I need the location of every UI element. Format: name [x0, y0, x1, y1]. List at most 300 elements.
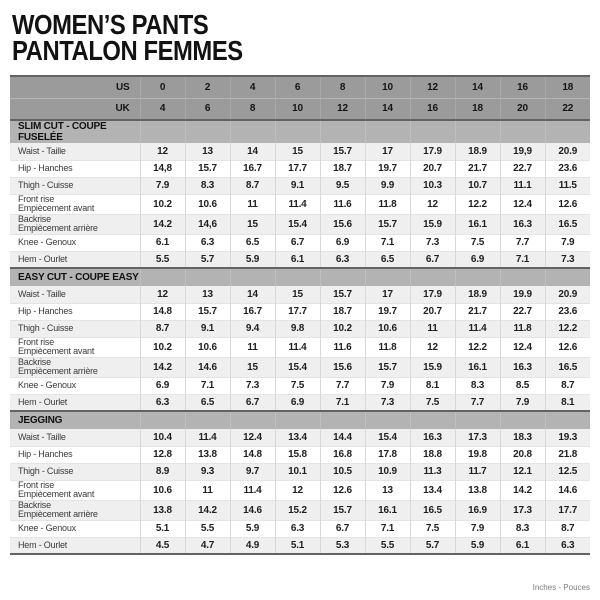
- measurement-value-cell: 17.8: [365, 446, 410, 463]
- section-header-cell: [320, 411, 365, 429]
- measurement-value-cell: 18.8: [410, 446, 455, 463]
- measurement-value-cell: 6.5: [185, 394, 230, 411]
- measurement-value-cell: 8.7: [545, 377, 590, 394]
- measurement-value-cell: 7.5: [455, 234, 500, 251]
- measurement-value-cell: 19,9: [500, 143, 545, 160]
- row-label-line1: Hem - Ourlet: [18, 539, 68, 550]
- measurement-value-cell: 13: [185, 143, 230, 160]
- measurement-value-cell: 14.4: [320, 429, 365, 446]
- measurement-value-cell: 11: [185, 480, 230, 500]
- measurement-value-cell: 18.7: [320, 160, 365, 177]
- measurement-value-cell: 5.9: [230, 251, 275, 268]
- measurement-value-cell: 10.5: [320, 463, 365, 480]
- page-title-fr: PANTALON FEMMES: [12, 35, 243, 66]
- section-header-cell: [185, 411, 230, 429]
- measurement-value-cell: 9.4: [230, 320, 275, 337]
- measurement-value-cell: 7.7: [455, 394, 500, 411]
- measurement-value-cell: 11.8: [365, 337, 410, 357]
- measurement-value-cell: 7.5: [410, 520, 455, 537]
- measurement-value-cell: 10.6: [185, 194, 230, 214]
- measurement-value-cell: 8.5: [500, 377, 545, 394]
- measurement-row: [10, 446, 590, 463]
- section-header-cell: [365, 411, 410, 429]
- size-number-cell: 14: [455, 76, 500, 98]
- measurement-value-cell: 15.7: [365, 357, 410, 377]
- measurement-value-cell: 9.8: [275, 320, 320, 337]
- measurement-value-cell: 5.3: [320, 537, 365, 554]
- measurement-value-cell: 19.8: [455, 446, 500, 463]
- measurement-value-cell: 12.1: [500, 463, 545, 480]
- measurement-row: [10, 194, 590, 214]
- section-header-cell: [500, 268, 545, 286]
- size-number-cell: 20: [500, 98, 545, 120]
- measurement-value-cell: 7.9: [545, 234, 590, 251]
- measurement-row: [10, 377, 590, 394]
- measurement-value-cell: 11.4: [275, 337, 320, 357]
- section-header-cell: [320, 268, 365, 286]
- row-label-line1: Knee - Genoux: [18, 237, 76, 247]
- measurement-value-cell: 6.1: [275, 251, 320, 268]
- measurement-value-cell: 18.9: [455, 286, 500, 303]
- row-label-line1: Hem - Ourlet: [18, 253, 68, 264]
- measurement-value-cell: 6.3: [545, 537, 590, 554]
- measurement-value-cell: 8.3: [455, 377, 500, 394]
- measurement-value-cell: 17.7: [275, 160, 320, 177]
- measurement-row: [10, 177, 590, 194]
- section-header-cell: [500, 411, 545, 429]
- measurement-value-cell: 15.6: [320, 214, 365, 234]
- section-header-cell: [365, 120, 410, 143]
- measurement-row: [10, 357, 590, 377]
- measurement-value-cell: 8.7: [545, 520, 590, 537]
- row-label-line1: Front rise: [18, 337, 55, 347]
- measurement-value-cell: 5.1: [140, 520, 185, 537]
- measurement-value-cell: 17.9: [410, 143, 455, 160]
- section-header-cell: [545, 411, 590, 429]
- measurement-value-cell: 11: [230, 194, 275, 214]
- measurement-value-cell: 12.6: [545, 337, 590, 357]
- measurement-value-cell: 17.7: [545, 500, 590, 520]
- measurement-value-cell: 8.9: [140, 463, 185, 480]
- measurement-value-cell: 19.7: [365, 303, 410, 320]
- measurement-value-cell: 6.7: [275, 234, 320, 251]
- size-number-cell: 8: [230, 98, 275, 120]
- size-number-cell: 8: [320, 76, 365, 98]
- measurement-value-cell: 15.4: [365, 429, 410, 446]
- measurement-value-cell: 9.1: [275, 177, 320, 194]
- measurement-value-cell: 6.5: [230, 234, 275, 251]
- row-label: [10, 357, 140, 377]
- measurement-value-cell: 13.8: [140, 500, 185, 520]
- measurement-value-cell: 13.4: [275, 429, 320, 446]
- measurement-value-cell: 15.7: [320, 500, 365, 520]
- section-header-cell: [455, 120, 500, 143]
- measurement-value-cell: 11.4: [275, 194, 320, 214]
- measurement-value-cell: 15.4: [275, 357, 320, 377]
- measurement-value-cell: 6.9: [320, 234, 365, 251]
- size-number-cell: 4: [230, 76, 275, 98]
- row-label: [10, 377, 140, 394]
- row-label: [10, 214, 140, 234]
- measurement-value-cell: 20.9: [545, 143, 590, 160]
- measurement-value-cell: 21.7: [455, 160, 500, 177]
- measurement-value-cell: 11.3: [410, 463, 455, 480]
- section-header-cell: [455, 268, 500, 286]
- measurement-value-cell: 10.2: [140, 194, 185, 214]
- section-header-cell: [320, 120, 365, 143]
- measurement-value-cell: 6.1: [500, 537, 545, 554]
- measurement-value-cell: 6.3: [320, 251, 365, 268]
- row-label-line1: Hem - Ourlet: [18, 396, 68, 407]
- row-label-line1: Thigh - Cuisse: [18, 180, 74, 190]
- measurement-value-cell: 9.3: [185, 463, 230, 480]
- measurement-value-cell: 4.5: [140, 537, 185, 554]
- measurement-value-cell: 15: [230, 357, 275, 377]
- row-label: [10, 446, 140, 463]
- row-label: [10, 394, 140, 411]
- measurement-value-cell: 7.1: [365, 234, 410, 251]
- measurement-value-cell: 14.6: [185, 357, 230, 377]
- measurement-value-cell: 12.2: [455, 194, 500, 214]
- row-label-line1: Knee - Genoux: [18, 380, 76, 390]
- section-header-cell: [545, 120, 590, 143]
- measurement-value-cell: 7.3: [410, 234, 455, 251]
- section-header-cell: [275, 411, 320, 429]
- section-title: JEGGING: [10, 411, 140, 429]
- measurement-value-cell: 6.1: [140, 234, 185, 251]
- section-header-cell: [455, 411, 500, 429]
- measurement-value-cell: 16.1: [455, 357, 500, 377]
- measurement-value-cell: 15.4: [275, 214, 320, 234]
- measurement-value-cell: 16.9: [455, 500, 500, 520]
- measurement-value-cell: 12.2: [455, 337, 500, 357]
- measurement-value-cell: 6.3: [275, 520, 320, 537]
- measurement-value-cell: 17.3: [500, 500, 545, 520]
- section-header-cell: [365, 268, 410, 286]
- measurement-value-cell: 8.7: [230, 177, 275, 194]
- section-header-cell: [140, 411, 185, 429]
- measurement-row: [10, 537, 590, 554]
- measurement-value-cell: 17: [365, 286, 410, 303]
- measurement-row: [10, 143, 590, 160]
- measurement-value-cell: 15.7: [185, 303, 230, 320]
- measurement-value-cell: 20.9: [545, 286, 590, 303]
- row-label: [10, 194, 140, 214]
- size-number-cell: 18: [545, 76, 590, 98]
- size-number-cell: 12: [320, 98, 365, 120]
- measurement-row: [10, 337, 590, 357]
- measurement-value-cell: 10.6: [140, 480, 185, 500]
- measurement-value-cell: 13.8: [455, 480, 500, 500]
- measurement-value-cell: 16.7: [230, 303, 275, 320]
- measurement-value-cell: 10.2: [140, 337, 185, 357]
- measurement-value-cell: 5.7: [185, 251, 230, 268]
- measurement-value-cell: 7.9: [455, 520, 500, 537]
- section-header-cell: [140, 120, 185, 143]
- measurement-value-cell: 14.6: [545, 480, 590, 500]
- measurement-value-cell: 12: [275, 480, 320, 500]
- measurement-value-cell: 7.1: [185, 377, 230, 394]
- row-label-line1: Backrise: [18, 500, 51, 510]
- row-label-line1: Hip - Hanches: [18, 306, 73, 316]
- measurement-value-cell: 12.2: [545, 320, 590, 337]
- section-header-cell: [410, 268, 455, 286]
- row-label: [10, 251, 140, 268]
- section-header-cell: [275, 268, 320, 286]
- measurement-value-cell: 12.4: [500, 194, 545, 214]
- measurement-value-cell: 13.8: [185, 446, 230, 463]
- measurement-value-cell: 10.6: [365, 320, 410, 337]
- measurement-value-cell: 13.4: [410, 480, 455, 500]
- measurement-value-cell: 12.8: [140, 446, 185, 463]
- measurement-value-cell: 12.6: [320, 480, 365, 500]
- row-label: [10, 143, 140, 160]
- measurement-value-cell: 6.7: [230, 394, 275, 411]
- row-label-line1: Waist - Taille: [18, 145, 66, 156]
- measurement-value-cell: 14.2: [500, 480, 545, 500]
- measurement-value-cell: 15.6: [320, 357, 365, 377]
- measurement-value-cell: 10.2: [320, 320, 365, 337]
- measurement-value-cell: 15.7: [185, 160, 230, 177]
- measurement-value-cell: 9.1: [185, 320, 230, 337]
- size-number-cell: 10: [275, 98, 320, 120]
- section-header-cell: [185, 120, 230, 143]
- measurement-value-cell: 12.4: [230, 429, 275, 446]
- measurement-value-cell: 18.3: [500, 429, 545, 446]
- measurement-value-cell: 15.7: [365, 214, 410, 234]
- measurement-value-cell: 12: [140, 143, 185, 160]
- section-header-cell: [140, 268, 185, 286]
- measurement-value-cell: 15: [230, 214, 275, 234]
- row-label-line1: Waist - Taille: [18, 288, 66, 299]
- row-label: [10, 537, 140, 554]
- measurement-value-cell: 14: [230, 286, 275, 303]
- measurement-row: [10, 429, 590, 446]
- section-header-cell: [230, 120, 275, 143]
- row-label-line1: Front rise: [18, 194, 55, 204]
- measurement-value-cell: 21.7: [455, 303, 500, 320]
- section-title: SLIM CUT - COUPE FUSELÉE: [10, 120, 140, 143]
- row-label: [10, 463, 140, 480]
- row-label-line1: Hip - Hanches: [18, 449, 73, 459]
- measurement-value-cell: 10.1: [275, 463, 320, 480]
- measurement-value-cell: 12: [140, 286, 185, 303]
- row-label-line1: Backrise: [18, 214, 51, 224]
- measurement-value-cell: 16.3: [410, 429, 455, 446]
- row-label: [10, 303, 140, 320]
- measurement-value-cell: 10.3: [410, 177, 455, 194]
- measurement-value-cell: 22.7: [500, 303, 545, 320]
- measurement-value-cell: 16.3: [500, 214, 545, 234]
- row-label: [10, 160, 140, 177]
- measurement-value-cell: 7.3: [545, 251, 590, 268]
- section-header-cell: [545, 268, 590, 286]
- measurement-value-cell: 23.6: [545, 303, 590, 320]
- measurement-value-cell: 11: [410, 320, 455, 337]
- measurement-value-cell: 14,6: [185, 214, 230, 234]
- units-note: Inches - Pouces: [532, 583, 590, 592]
- measurement-row: [10, 463, 590, 480]
- measurement-row: [10, 303, 590, 320]
- section-header-cell: [230, 268, 275, 286]
- measurement-value-cell: 6.7: [410, 251, 455, 268]
- measurement-value-cell: 16.1: [365, 500, 410, 520]
- measurement-value-cell: 12: [410, 337, 455, 357]
- measurement-value-cell: 15.7: [320, 286, 365, 303]
- measurement-value-cell: 14,8: [140, 160, 185, 177]
- row-label: [10, 337, 140, 357]
- measurement-value-cell: 15: [275, 286, 320, 303]
- size-table-body: [10, 76, 590, 554]
- measurement-value-cell: 6.3: [185, 234, 230, 251]
- measurement-value-cell: 11.6: [320, 337, 365, 357]
- row-label: [10, 320, 140, 337]
- measurement-value-cell: 12.4: [500, 337, 545, 357]
- page-title-en: WOMEN’S PANTS: [12, 9, 209, 40]
- measurement-value-cell: 7.5: [275, 377, 320, 394]
- row-label: [10, 177, 140, 194]
- measurement-value-cell: 11.1: [500, 177, 545, 194]
- measurement-row: [10, 160, 590, 177]
- size-number-cell: 12: [410, 76, 455, 98]
- measurement-value-cell: 19.3: [545, 429, 590, 446]
- measurement-value-cell: 14.2: [140, 357, 185, 377]
- measurement-value-cell: 16.5: [410, 500, 455, 520]
- section-header-cell: [230, 411, 275, 429]
- row-label: [10, 520, 140, 537]
- row-label-line2: Empiècement avant: [18, 489, 95, 499]
- measurement-value-cell: 7.5: [410, 394, 455, 411]
- row-label-line1: Thigh - Cuisse: [18, 466, 74, 476]
- size-table: [10, 75, 590, 555]
- measurement-value-cell: 18.9: [455, 143, 500, 160]
- measurement-value-cell: 15.2: [275, 500, 320, 520]
- measurement-value-cell: 7.7: [320, 377, 365, 394]
- size-row-us: [10, 76, 590, 98]
- row-label: [10, 234, 140, 251]
- measurement-value-cell: 13: [365, 480, 410, 500]
- measurement-value-cell: 17.9: [410, 286, 455, 303]
- row-label-line2: Empiècement avant: [18, 346, 95, 356]
- size-number-cell: 16: [500, 76, 545, 98]
- size-number-cell: 10: [365, 76, 410, 98]
- measurement-value-cell: 14.6: [230, 500, 275, 520]
- measurement-value-cell: 6.9: [275, 394, 320, 411]
- measurement-value-cell: 7.1: [365, 520, 410, 537]
- measurement-value-cell: 20.7: [410, 160, 455, 177]
- measurement-value-cell: 7.3: [365, 394, 410, 411]
- measurement-row: [10, 286, 590, 303]
- section-title: EASY CUT - COUPE EASY: [10, 268, 140, 286]
- measurement-value-cell: 11.7: [455, 463, 500, 480]
- measurement-value-cell: 22.7: [500, 160, 545, 177]
- measurement-value-cell: 7.7: [500, 234, 545, 251]
- measurement-value-cell: 5.5: [140, 251, 185, 268]
- measurement-value-cell: 12: [410, 194, 455, 214]
- measurement-value-cell: 7.3: [230, 377, 275, 394]
- measurement-value-cell: 11.4: [185, 429, 230, 446]
- measurement-value-cell: 15.7: [320, 143, 365, 160]
- section-header-cell: [500, 120, 545, 143]
- measurement-value-cell: 13: [185, 286, 230, 303]
- measurement-value-cell: 9.9: [365, 177, 410, 194]
- measurement-value-cell: 5.9: [230, 520, 275, 537]
- section-header-row: [10, 120, 590, 143]
- measurement-row: [10, 251, 590, 268]
- measurement-value-cell: 14.2: [140, 214, 185, 234]
- section-header-cell: [410, 411, 455, 429]
- row-label-line2: Empiècement arrière: [18, 366, 98, 376]
- row-label: [10, 500, 140, 520]
- row-label-line2: Empiècement arrière: [18, 509, 98, 519]
- measurement-value-cell: 11.5: [545, 177, 590, 194]
- measurement-value-cell: 7.9: [365, 377, 410, 394]
- measurement-value-cell: 5.9: [455, 537, 500, 554]
- row-label: [10, 429, 140, 446]
- measurement-value-cell: 6.5: [365, 251, 410, 268]
- size-row-uk: [10, 98, 590, 120]
- measurement-value-cell: 12.5: [545, 463, 590, 480]
- measurement-value-cell: 19.7: [365, 160, 410, 177]
- measurement-value-cell: 15.9: [410, 357, 455, 377]
- measurement-value-cell: 8.7: [140, 320, 185, 337]
- size-number-cell: 4: [140, 98, 185, 120]
- row-label-line1: Backrise: [18, 357, 51, 367]
- measurement-value-cell: 6.9: [140, 377, 185, 394]
- size-number-cell: 2: [185, 76, 230, 98]
- measurement-value-cell: 8.3: [500, 520, 545, 537]
- measurement-value-cell: 10.7: [455, 177, 500, 194]
- measurement-value-cell: 8.1: [410, 377, 455, 394]
- measurement-value-cell: 16.1: [455, 214, 500, 234]
- measurement-row: [10, 214, 590, 234]
- size-number-cell: 6: [185, 98, 230, 120]
- measurement-value-cell: 4.9: [230, 537, 275, 554]
- measurement-value-cell: 19.9: [500, 286, 545, 303]
- measurement-value-cell: 16.7: [230, 160, 275, 177]
- size-number-cell: 18: [455, 98, 500, 120]
- measurement-value-cell: 16.5: [545, 357, 590, 377]
- measurement-value-cell: 5.5: [365, 537, 410, 554]
- measurement-value-cell: 10.6: [185, 337, 230, 357]
- section-header-row: [10, 411, 590, 429]
- row-label-line1: Knee - Genoux: [18, 523, 76, 533]
- measurement-value-cell: 11.4: [230, 480, 275, 500]
- measurement-value-cell: 14.8: [230, 446, 275, 463]
- measurement-value-cell: 7.1: [320, 394, 365, 411]
- row-label-line1: Waist - Taille: [18, 431, 66, 442]
- row-label-line2: Empiècement avant: [18, 203, 95, 213]
- measurement-value-cell: 12.6: [545, 194, 590, 214]
- section-header-row: [10, 268, 590, 286]
- row-label: [10, 286, 140, 303]
- measurement-value-cell: 10.9: [365, 463, 410, 480]
- measurement-row: [10, 520, 590, 537]
- section-header-cell: [410, 120, 455, 143]
- size-number-cell: 0: [140, 76, 185, 98]
- measurement-value-cell: 7.1: [500, 251, 545, 268]
- measurement-value-cell: 5.5: [185, 520, 230, 537]
- measurement-value-cell: 7.9: [140, 177, 185, 194]
- measurement-value-cell: 9.7: [230, 463, 275, 480]
- measurement-value-cell: 16.8: [320, 446, 365, 463]
- measurement-row: [10, 320, 590, 337]
- measurement-value-cell: 5.1: [275, 537, 320, 554]
- page-title: [12, 9, 243, 66]
- row-label: [10, 480, 140, 500]
- size-number-cell: 14: [365, 98, 410, 120]
- measurement-value-cell: 11.8: [500, 320, 545, 337]
